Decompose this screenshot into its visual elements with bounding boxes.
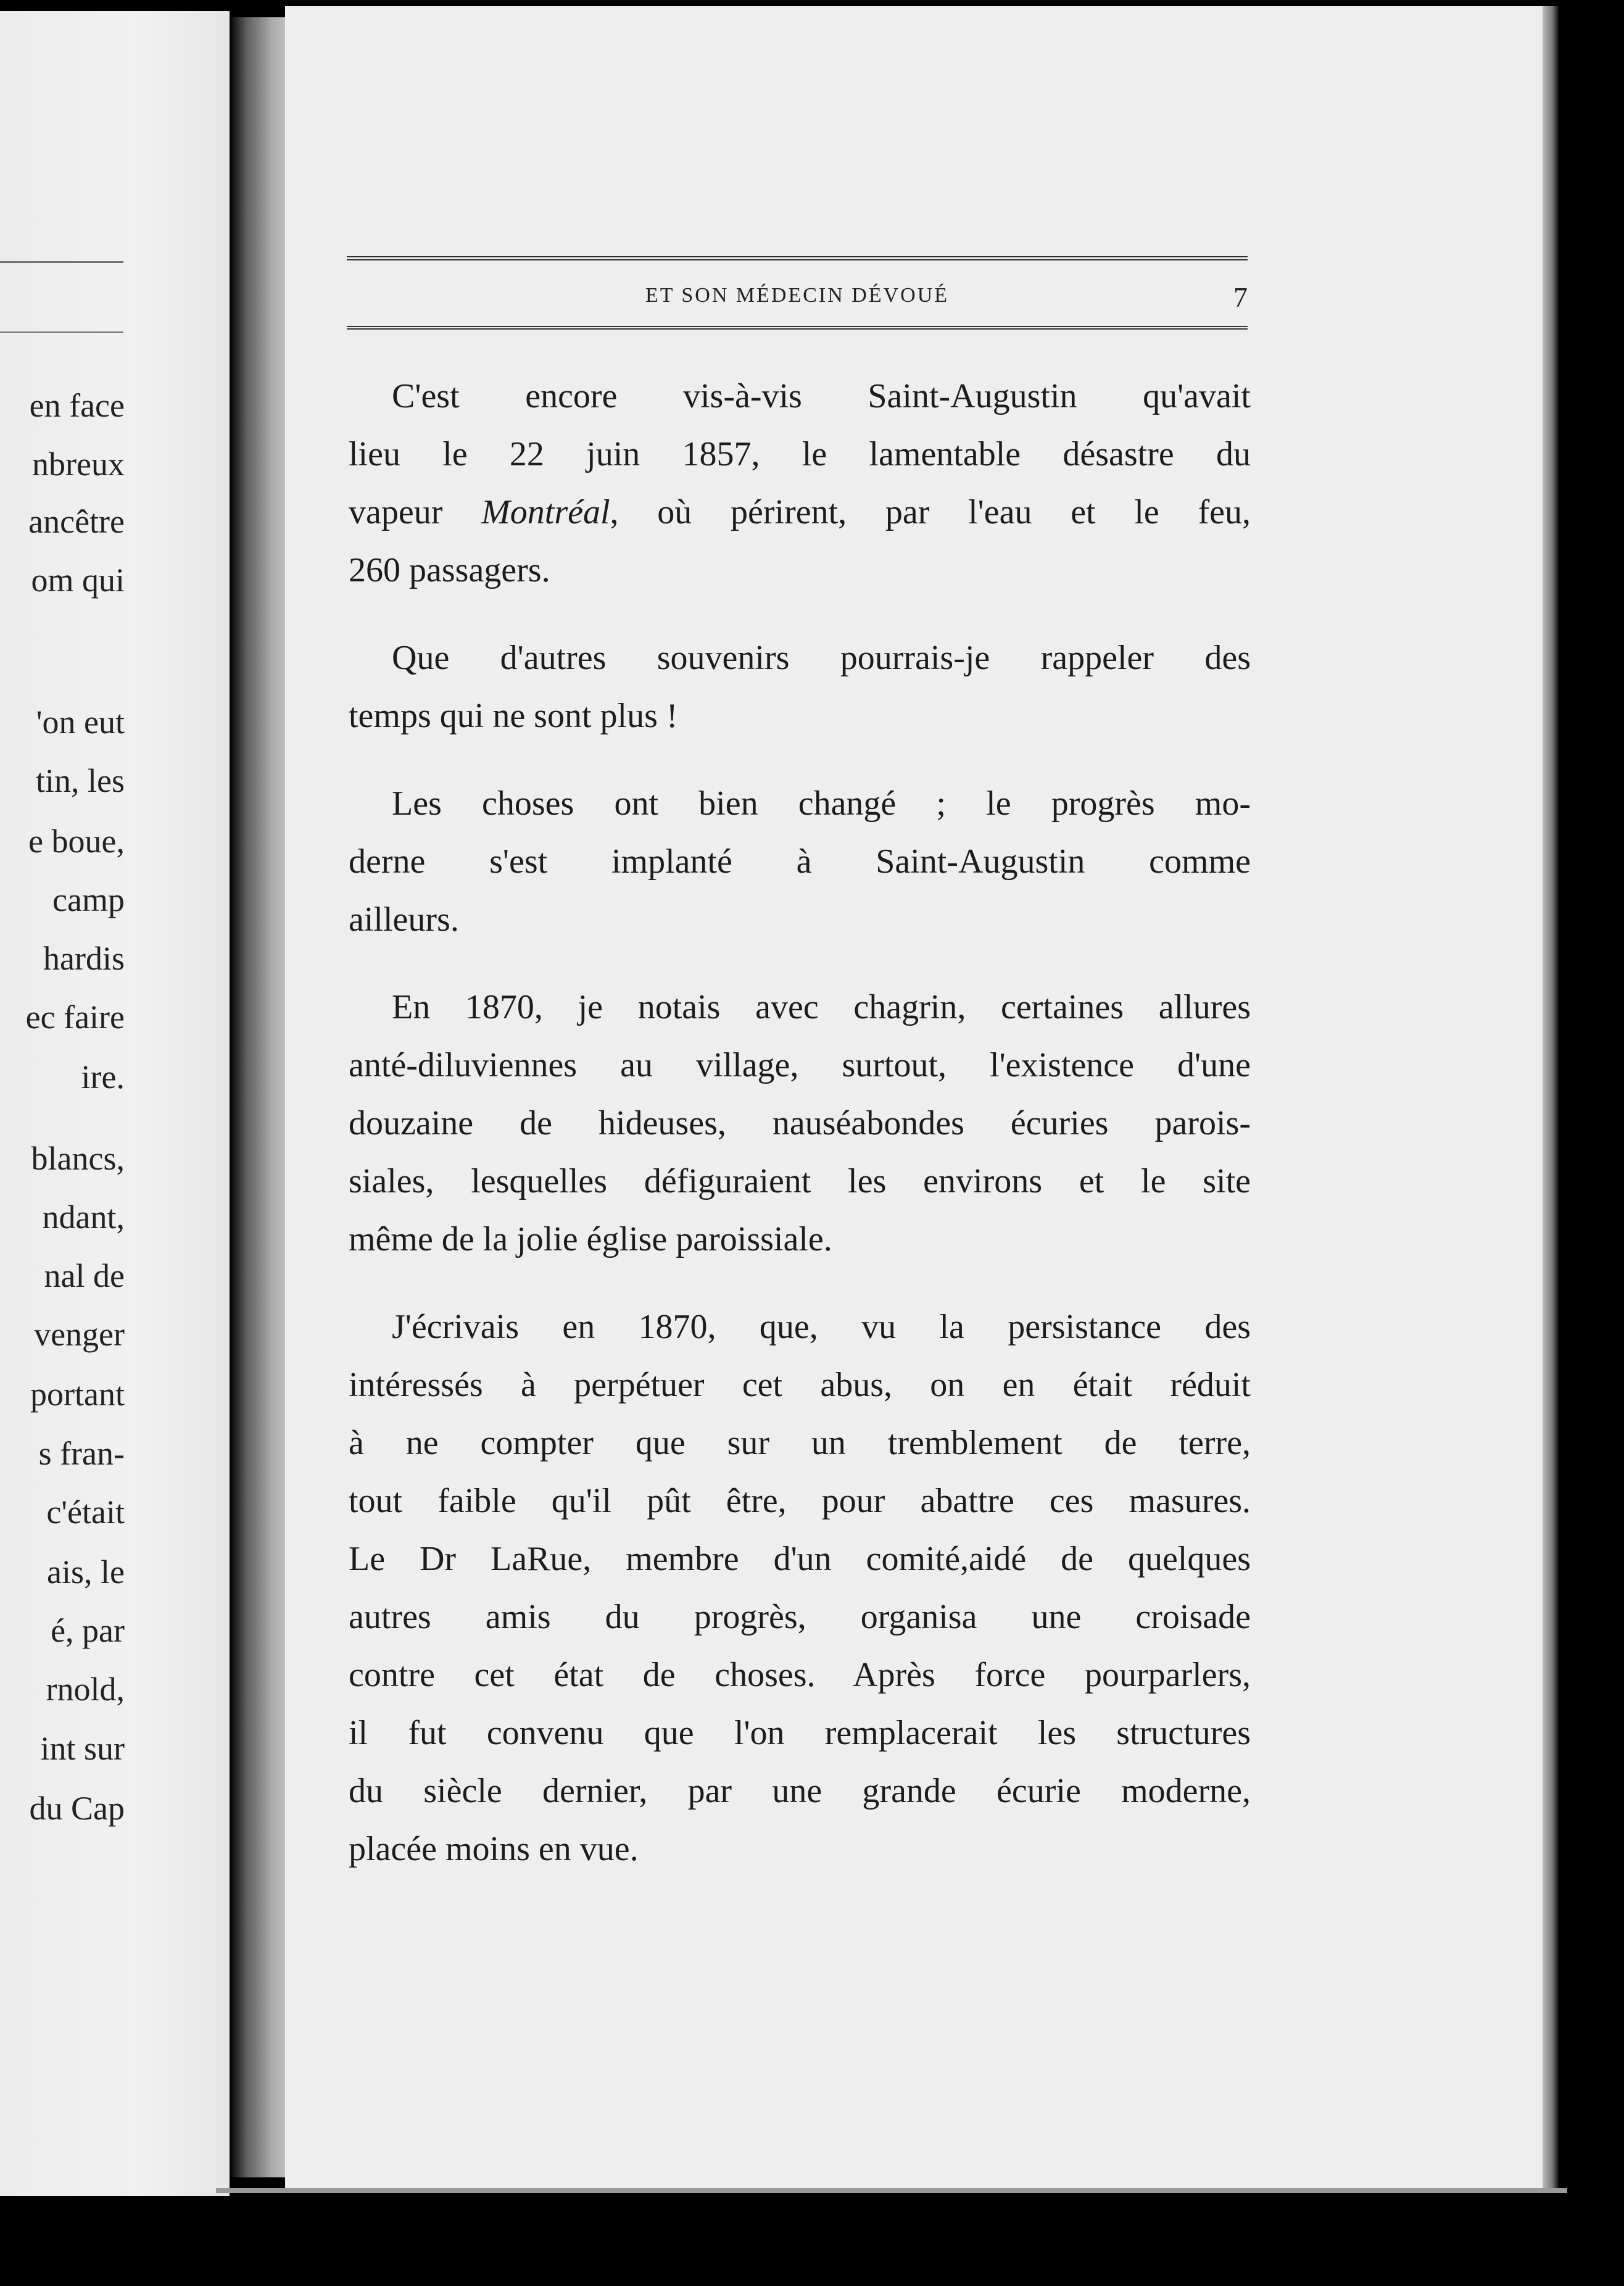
text-line: même de la jolie église paroissiale.	[349, 1220, 832, 1258]
left-page-line: camp	[52, 881, 125, 918]
text-line: anté-diluviennes au village, surtout, l'existence d'une	[349, 1046, 1251, 1084]
running-head: ET SON MÉDECIN DÉVOUÉ	[645, 284, 950, 307]
text-line: intéressés à perpétuer cet abus, on en était réduit	[349, 1366, 1251, 1404]
left-page-line: nbreux	[32, 446, 125, 483]
left-page-line: ais, le	[47, 1553, 125, 1590]
text-line: vapeur Montréal, où périrent, par l'eau et le feu,	[349, 493, 1251, 531]
page-number: 7	[1233, 281, 1248, 313]
left-page-line: venger	[34, 1316, 125, 1353]
paragraph	[349, 775, 1251, 949]
left-page-line: du Cap	[29, 1790, 125, 1827]
paragraph	[349, 1298, 1251, 1878]
paragraph	[349, 978, 1251, 1268]
left-page-line: en face	[29, 387, 125, 424]
text-line: autres amis du progrès, organisa une croisade	[349, 1598, 1251, 1636]
text-line: contre cet état de choses. Après force pourparlers,	[349, 1656, 1251, 1694]
left-page-line: hardis	[43, 940, 125, 977]
paragraph	[349, 629, 1251, 745]
text-line: Le Dr LaRue, membre d'un comité,aidé de quelques	[349, 1540, 1251, 1578]
left-page-line: blancs,	[31, 1140, 125, 1177]
text-line: placée moins en vue.	[349, 1830, 639, 1868]
left-page-line: ire.	[81, 1058, 125, 1095]
left-page-line: ec faire	[25, 999, 125, 1036]
text-line: tout faible qu'il pût être, pour abattre ces masures.	[349, 1482, 1251, 1520]
right-page	[285, 6, 1543, 2191]
text-line: J'écrivais en 1870, que, vu la persistance des	[392, 1308, 1251, 1346]
header-rule-bottom	[347, 326, 1248, 330]
left-page-line: c'était	[46, 1494, 125, 1531]
left-header-rule	[0, 331, 123, 333]
left-page-line: om qui	[31, 562, 125, 599]
paragraph	[349, 367, 1251, 599]
left-page-line: nal de	[44, 1257, 125, 1294]
text-line: lieu le 22 juin 1857, le lamentable désastre du	[349, 435, 1251, 473]
text-line: Les choses ont bien changé ; le progrès mo-	[392, 784, 1251, 823]
left-page-line: e boue,	[28, 823, 125, 860]
left-page-line: ndant,	[42, 1199, 125, 1236]
page-header	[347, 256, 1248, 343]
text-line: ailleurs.	[349, 900, 459, 939]
left-page-line: ancêtre	[28, 503, 125, 540]
text-line: En 1870, je notais avec chagrin, certaines allures	[392, 988, 1251, 1026]
text-line: derne s'est implanté à Saint-Augustin comme	[349, 842, 1251, 881]
left-page-fragment	[0, 11, 230, 2196]
text-line: du siècle dernier, par une grande écurie moderne,	[349, 1772, 1251, 1810]
text-line: Que d'autres souvenirs pourrais-je rappeler des	[392, 639, 1251, 677]
left-page-line: 'on eut	[36, 704, 125, 741]
page-edge	[1543, 6, 1559, 2191]
text-line: il fut convenu que l'on remplacerait les structures	[349, 1714, 1251, 1752]
text-line: temps qui ne sont plus !	[349, 697, 678, 735]
text-line: douzaine de hideuses, nauséabondes écuries parois-	[349, 1104, 1251, 1142]
left-header-rule	[0, 261, 123, 263]
text-line: C'est encore vis-à-vis Saint-Augustin qu'avait	[392, 377, 1251, 415]
left-page-line: portant	[30, 1376, 125, 1413]
header-rule-top	[347, 256, 1248, 260]
text-line: à ne compter que sur un tremblement de terre,	[349, 1424, 1251, 1462]
body-text	[349, 367, 1251, 1878]
left-page-line: é, par	[51, 1612, 125, 1649]
left-page-line: rnold,	[46, 1671, 125, 1708]
text-line: siales, lesquelles défiguraient les environs et le site	[349, 1162, 1251, 1200]
page-bottom-edge	[216, 2188, 1567, 2193]
left-page-line: s fran-	[38, 1435, 125, 1472]
text-line: 260 passagers.	[349, 551, 550, 589]
left-page-line: int sur	[40, 1730, 125, 1767]
left-page-line: tin, les	[36, 762, 125, 799]
